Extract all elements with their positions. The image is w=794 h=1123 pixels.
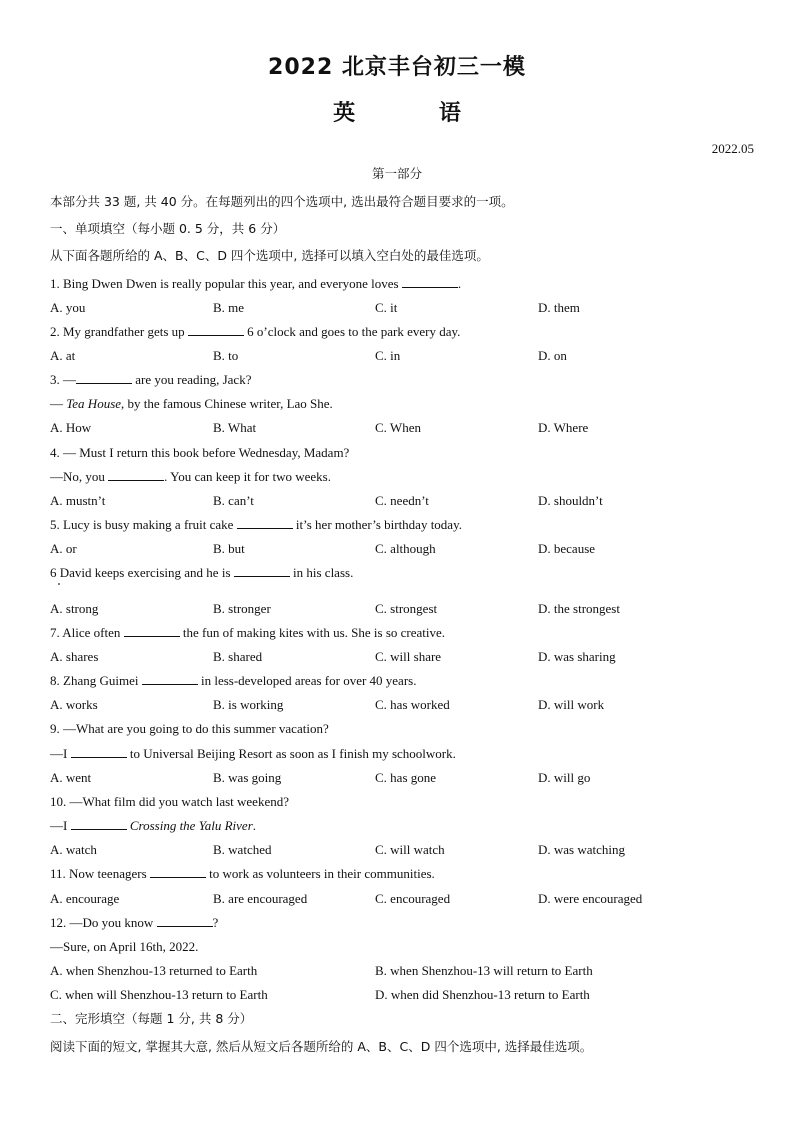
question-2-stem [50,324,460,340]
q3-option-a: A. How [50,420,92,435]
q4-option-b: B. can’t [213,493,254,508]
answer-blank [150,866,206,878]
q12-option-a: A. when Shenzhou-13 returned to Earth [50,963,258,978]
q6-option-a: A. strong [50,601,99,616]
q8-option-b: B. is working [213,697,284,712]
q4-option-d: D. shouldn’t [538,493,603,508]
stem-text: 11. Now teenagers [50,866,147,881]
reply-text-after: to Universal Beijing Resort as soon as I finish my schoolwork. [129,746,456,761]
stem-text: 7. Alice often [50,625,121,640]
q2-option-d: D. on [538,348,567,363]
stem-text-after: to work as volunteers in their communities. [209,866,435,881]
q11-option-a: A. encourage [50,891,120,906]
q1-option-b: B. me [213,300,245,315]
stem-text-after: . [457,276,462,291]
exam-date: 2022.05 [711,141,754,156]
question-10-reply [50,818,256,834]
question-3-stem [50,372,251,388]
stem-text-after: ? [212,915,219,930]
section1-instructions: 从下面各题所给的 A、B、C、D 四个选项中, 选择可以填入空白处的最佳选项。 [50,248,489,263]
reply-text: —I [50,746,68,761]
answer-blank [124,625,180,637]
question-1-stem [50,276,461,292]
answer-blank [142,673,198,685]
reply-text: —No, you [50,469,105,484]
answer-blank [157,915,213,927]
reply-text-after: . You can keep it for two weeks. [164,469,331,484]
q6-option-c: C. strongest [375,601,438,616]
q9-option-b: B. was going [213,770,282,785]
stem-text-after: in his class. [293,565,354,580]
stem-text-after: the fun of making kites with us. She is so creative. [182,625,446,640]
q12-option-c: C. when will Shenzhou-13 return to Earth [50,987,268,1002]
answer-blank [234,565,290,577]
stem-text: 6 David keeps exercising and he is [50,565,231,580]
q8-option-a: A. works [50,697,98,712]
q4-option-a: A. mustn’t [50,493,106,508]
q10-option-c: C. will watch [375,842,445,857]
answer-blank [76,372,132,384]
question-11-stem [50,866,435,882]
q1-option-c: C. it [375,300,398,315]
q5-option-c: C. although [375,541,436,556]
stem-text: 2. My grandfather gets up [50,324,185,339]
q8-option-c: C. has worked [375,697,450,712]
q1-option-d: D. them [538,300,580,315]
q10-option-b: B. watched [213,842,272,857]
reply-text-after: . [252,818,257,833]
q6-option-d: D. the strongest [538,601,620,616]
stem-text-after: 6 o’clock and goes to the park every day. [247,324,461,339]
question-9-reply [50,746,456,762]
q2-option-c: C. in [375,348,401,363]
question-9-stem: 9. —What are you going to do this summer vacation? [50,721,329,736]
question-4-stem: 4. — Must I return this book before Wednesday, Madam? [50,445,350,460]
part-description: 本部分共 33 题, 共 40 分。在每题列出的四个选项中, 选出最符合题目要求的一项。 [50,194,514,209]
film-title: Crossing the Yalu River [129,818,253,833]
q5-option-a: A. or [50,541,77,556]
subject-title: 英 语 [333,101,499,126]
q2-option-b: B. to [213,348,239,363]
answer-blank [71,746,127,758]
question-8-stem [50,673,416,689]
question-7-stem [50,625,445,641]
section2-instructions: 阅读下面的短文, 掌握其大意, 然后从短文后各题所给的 A、B、C、D 四个选项中, 选择最佳选项。 [50,1039,593,1054]
q5-option-b: B. but [213,541,245,556]
stem-text: 1. Bing Dwen Dwen is really popular this year, and everyone loves [50,276,399,291]
question-5-stem [50,517,462,533]
part-heading: 第一部分 [371,166,422,181]
stem-text: 8. Zhang Guimei [50,673,139,688]
question-12-stem [50,915,218,931]
q7-option-b: B. shared [213,649,263,664]
stem-text-after: in less-developed areas for over 40 years. [200,673,417,688]
answer-blank [237,517,293,529]
answer-blank [71,818,127,830]
question-10-stem: 10. —What film did you watch last weekend? [50,794,289,809]
q3-option-b: B. What [213,420,257,435]
reply-text: — [50,396,67,411]
q12-option-b: B. when Shenzhou-13 will return to Earth [375,963,593,978]
book-title: Tea House [66,396,122,411]
stem-text: 5. Lucy is busy making a fruit cake [50,517,234,532]
q11-option-b: B. are encouraged [213,891,308,906]
stem-text-after: are you reading, Jack? [135,372,252,387]
q6-option-b: B. stronger [213,601,271,616]
q10-option-d: D. was watching [538,842,626,857]
q11-option-c: C. encouraged [375,891,451,906]
answer-blank [188,324,244,336]
q10-option-a: A. watch [50,842,97,857]
q12-option-d: D. when did Shenzhou-13 return to Earth [375,987,590,1002]
question-3-reply [50,396,333,412]
answer-blank [108,469,164,481]
exam-title: 2022 北京丰台初三一模 [268,55,526,80]
reply-text-after: , by the famous Chinese writer, Lao She. [121,396,333,411]
stem-text-after: it’s her mother’s birthday today. [295,517,462,532]
q1-option-a: A. you [50,300,86,315]
q9-option-a: A. went [50,770,92,785]
q3-option-c: C. When [375,420,421,435]
q4-option-c: C. needn’t [375,493,429,508]
stem-text: 3. — [50,372,76,387]
q9-option-d: D. will go [538,770,591,785]
answer-blank [402,276,458,288]
question-6-stem [50,565,353,581]
q9-option-c: C. has gone [375,770,437,785]
q7-option-c: C. will share [375,649,442,664]
question-4-reply [50,469,331,485]
section1-heading: 一、单项填空（每小题 0. 5 分，共 6 分） [50,221,286,236]
q5-option-d: D. because [538,541,596,556]
question-12-reply: —Sure, on April 16th, 2022. [50,939,199,954]
q7-option-d: D. was sharing [538,649,616,664]
section2-heading: 二、完形填空（每题 1 分, 共 8 分） [50,1011,253,1026]
q8-option-d: D. will work [538,697,605,712]
q11-option-d: D. were encouraged [538,891,643,906]
reply-text: —I [50,818,68,833]
q7-option-a: A. shares [50,649,99,664]
stem-text: 12. —Do you know [50,915,154,930]
q2-option-a: A. at [50,348,76,363]
q3-option-d: D. Where [538,420,589,435]
stray-dot [58,583,60,585]
